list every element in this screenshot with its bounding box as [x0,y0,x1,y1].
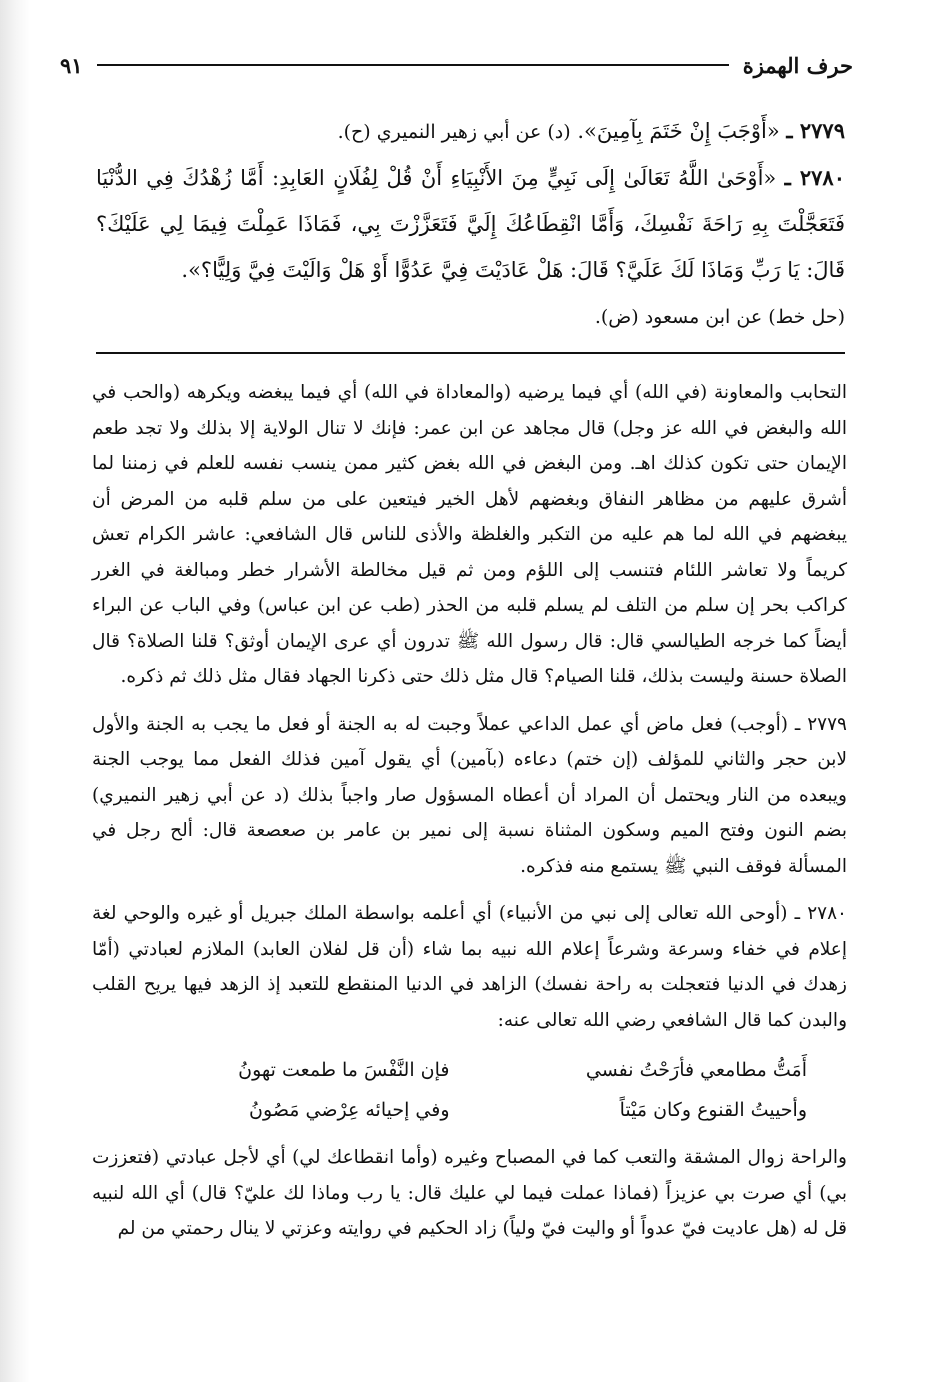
header-rule [97,64,729,66]
hadith-source: (د) عن أبي زهير النميري (ح). [337,121,571,143]
commentary-paragraph: ٢٧٨٠ ـ (أوحى الله تعالى إلى نبي من الأنبياء) أي أعلمه بواسطة الملك جبريل أو غيره والوحي لغة إعلام في خفاء وسرعة وشرعاً إعلام الله نبيه بما شاء (أن قل لفلان العابد) الملازم لعبادتي (أمّا زهدك في الدنيا فتعجلت به راحة نفسك) الزاهد في الدنيا المنقطع للتعبد إذ الزهد فيها يريح القلب والبدن كما قال الشافعي رضي الله تعالى عنه: [92,903,847,1031]
poem-hemistich: فإن النَّفْسَ ما طمعت تهونُ [238,1059,450,1081]
commentary-paragraph: التحابب والمعاونة (في الله) أي فيما يرضيه (والمعاداة في الله) أي فيما يبغضه ويكرهه (والحب في الله والبغض في الله عز وجل) قال مجاهد عن ابن عمر: فإنك لا تنال الولاية إلا بذلك ولا تجد طعم الإيمان حتى تكون كذلك اهـ. ومن البغض في الله بغض كثير ممن ينسب نفسه للعلم في زمننا لما أشرق عليهم من مظاهر النفاق وبغضهم لأهل الخير فيتعين على من سلم قلبه من المرض أن يبغضهم في الله لما هم عليه من التكبر والغلظة والأذى للناس قال الشافعي: عاشر الكرام تعش كريماً ولا تعاشر اللئام فتنسب إلى اللؤم ومن ثم قيل مخالطة الأشرار خطر ومبالغة في الغرر كراكب بحر إن سلم من التلف لم يسلم قلبه من الحذر (طب عن ابن عباس) وفي الباب عن البراء أيضاً كما خرجه الطيالسي قال: قال رسول الله ﷺ تدرون أي عرى الإيمان أوثق؟ قلنا الصلاة؟ قال الصلاة حسنة وليست بذلك، قلنا الصيام؟ قال مثل ذلك حتى ذكرنا الجهاد فقال مثل ذلك ثم ذكره. [92,382,847,687]
hadith-number: ٢٧٨٠ ـ [784,165,845,190]
scan-shadow-edge [0,0,30,1382]
page-number: ٩١ [60,52,83,78]
poem-hemistich: وأحييتُ القنوع وكان مَيْتاً [619,1099,807,1121]
chapter-title: حرف الهمزة [742,52,853,78]
hadith-number: ٢٧٧٩ ـ [786,118,845,143]
hadith-source: (حل خط) عن ابن مسعود (ض). [594,306,845,328]
hadith-2779 [96,108,845,155]
poem-hemistich: أَمَتُّ مطامعي فأرَحْتُ نفسي [585,1059,807,1081]
hadith-2780-source-line [96,293,845,340]
section-separator [96,352,845,354]
hadith-texts [96,108,845,340]
commentary-paragraph: ٢٧٧٩ ـ (أوجب) فعل ماض أي عمل الداعي عملاً وجبت له به الجنة أو فعل ما يجب به الجنة والأول لابن حجر والثاني للمؤلف (إن ختم) دعاءه (بآمين) أي يقول آمين فذلك الفعل مما يوجب الجنة ويبعده من النار ويحتمل أن المراد أن أعطاه المسؤول صار واجباً بذلك (د عن أبي زهير النميري) بضم النون وفتح الميم وسكون المثناة نسبة إلى نمير بن عامر بن صعصعة قال: ألح رجل في المسألة فوقف النبي ﷺ يستمع منه فذكره. [92,713,847,877]
hadith-2780 [96,155,845,293]
poem-hemistich: وفي إحيائه عِرْضي مَصُونُ [249,1099,450,1121]
page-header [60,48,853,82]
poem [132,1050,807,1130]
hadith-text: «أَوْحَىٰ اللَّهُ تَعَالَىٰ إِلَى نَبِيٍّ مِنَ الأَنْبِيَاءِ أَنْ قُلْ لِفُلَانٍ العَابِدِ: أَمَّا زُهْدُكَ فِي الدُّنْيَا فَتَعَجَّلْتَ بِهِ رَاحَةَ نَفْسِكَ، وَأَمَّا انْقِطَاعُكَ إِلَيَّ فَتَعَزَّزْتَ بِي، فَمَاذَا عَمِلْتَ فِيمَا لِي عَلَيْكَ؟ قَالَ: يَا رَبِّ وَمَاذَا لَكَ عَلَيَّ؟ قَالَ: هَلْ عَادَيْتَ فِيَّ عَدُوًّا أَوْ هَلْ وَالَيْتَ فِيَّ وَلِيًّا؟». [96,166,845,282]
commentary-paragraph: والراحة زوال المشقة والتعب كما في المصباح وغيره (وأما انقطاعك لي) أي لأجل عبادتي (فتعززت بي) أي صرت بي عزيزاً (فماذا عملت فيما لي عليك قال: يا رب وماذا لك عليّ؟ قال) أي الله لنبيه قل له (هل عاديت فيّ عدواً أو واليت فيّ ولياً) زاد الحكيم في روايته وعزتي لا ينال رحمتي من لم [92,1147,847,1239]
commentary [92,375,847,1259]
hadith-text: «أَوْجَبَ إِنْ خَتَمَ بِآمِينَ». [577,119,780,143]
